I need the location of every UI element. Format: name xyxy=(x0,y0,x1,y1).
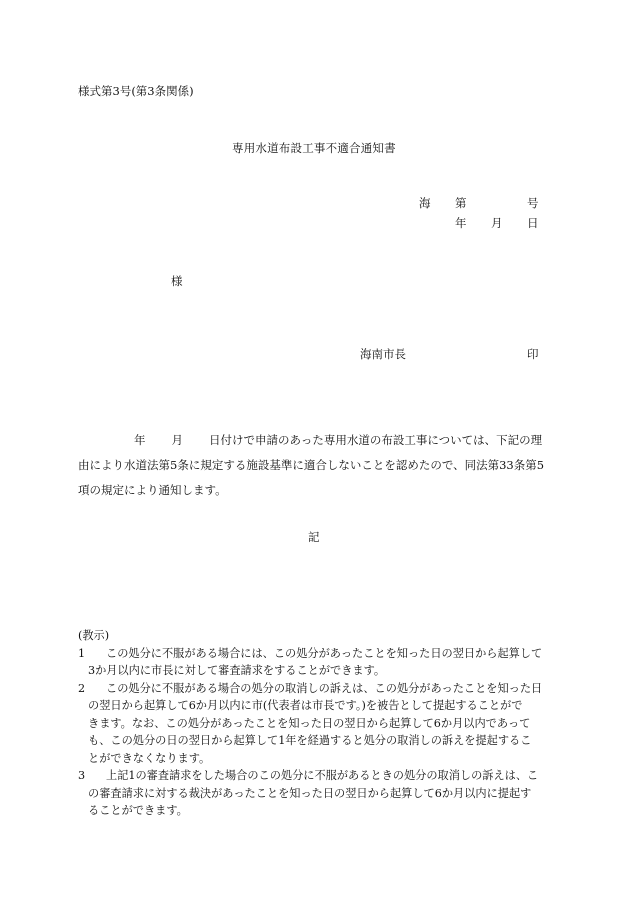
seal-label: 印 xyxy=(527,347,539,361)
instruction-item-1 xyxy=(78,645,558,680)
body-line-3: 項の規定により通知します。 xyxy=(78,483,227,497)
instruction-text: ることができます。 xyxy=(88,804,188,817)
body-line-1 xyxy=(78,428,550,453)
ref-prefix: 海 xyxy=(419,196,431,210)
instruction-number: 2 xyxy=(78,681,86,695)
instruction-text: この処分に不服がある場合には、この処分があったことを知った日の翌日から起算して xyxy=(106,646,543,660)
instruction-text: 上記1の審査請求をした場合のこの処分に不服があるときの処分の取消しの訴えは、こ xyxy=(106,769,539,782)
body-year: 年 xyxy=(134,433,146,447)
instruction-number: 3 xyxy=(78,769,86,782)
instruction-text: きます。なお、この処分があったことを知った日の翌日から起算して6か月以内であって xyxy=(88,716,531,730)
instruction-text: とができなくなります。 xyxy=(88,751,211,765)
ki-heading: 記 xyxy=(308,530,320,544)
instruction-text: も、この処分の日の翌日から起算して1年を経過すると処分の取消しの訴えを提起するこ xyxy=(88,734,532,747)
body-line-2: 由により水道法第5条に規定する施設基準に適合しないことを認めたので、同法第33条第5 xyxy=(78,458,545,472)
date-day-label: 日 xyxy=(527,216,539,230)
ref-dai: 第 xyxy=(455,196,467,210)
body-month: 月 xyxy=(171,433,183,447)
date-month-label: 月 xyxy=(491,216,503,230)
instructions-section xyxy=(78,627,558,820)
instructions-heading: (教示) xyxy=(78,629,110,642)
instruction-text: の審査請求に対する裁決があったことを知った日の翌日から起算して6か月以内に提起す xyxy=(88,786,532,800)
body-paragraph xyxy=(78,428,550,503)
instruction-item-3 xyxy=(78,767,558,820)
issuer-name: 海南市長 xyxy=(360,347,406,361)
instruction-text: 3か月以内に市長に対して審査請求をすることができます。 xyxy=(88,664,386,677)
document-title: 専用水道布設工事不適合通知書 xyxy=(232,141,396,155)
instruction-number: 1 xyxy=(78,646,86,660)
date-year-label: 年 xyxy=(455,216,467,230)
addressee-honorific: 様 xyxy=(171,274,183,288)
ref-go: 号 xyxy=(527,196,539,210)
instruction-item-2 xyxy=(78,680,558,768)
instruction-text: の翌日から起算して6か月以内に市(代表者は市長です。)を被告として提起することがで xyxy=(88,699,523,712)
form-number: 様式第3号(第3条関係) xyxy=(78,84,194,98)
body-line-1-text: 日付けで申請のあった専用水道の布設工事については、下記の理 xyxy=(209,433,543,447)
instruction-text: この処分に不服がある場合の処分の取消しの訴えは、この処分があったことを知った日 xyxy=(106,681,543,695)
